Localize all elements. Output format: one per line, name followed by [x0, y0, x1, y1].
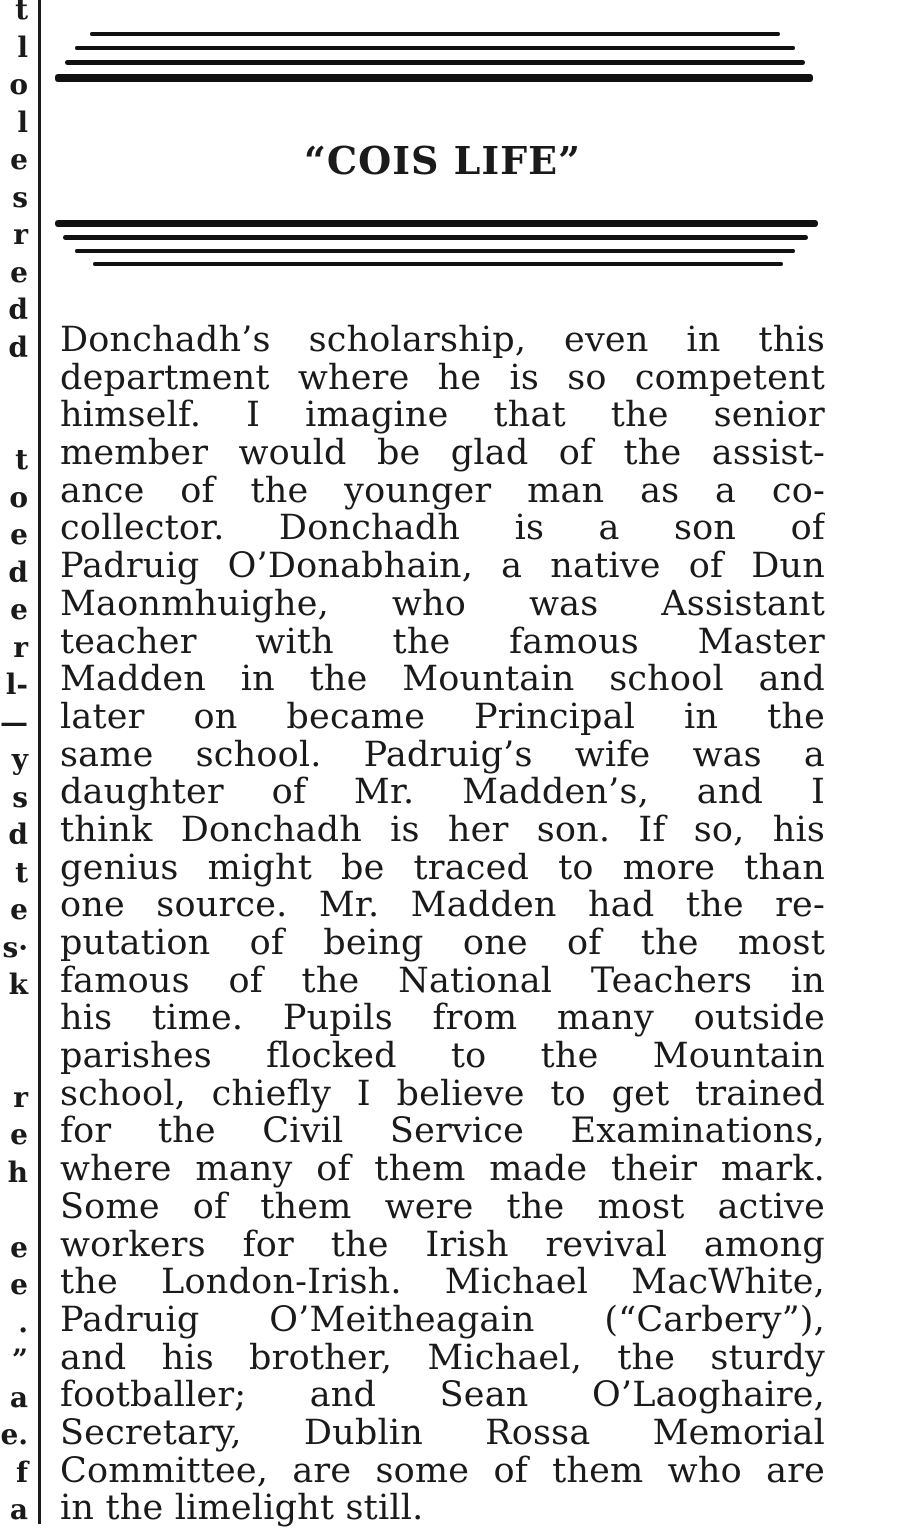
column-fragment: a	[9, 1493, 28, 1526]
article-line: putation of being one of the most	[60, 925, 825, 963]
article-line: his time. Pupils from many outside	[60, 1000, 825, 1039]
column-fragment: .	[18, 1305, 28, 1339]
article-line: Some of them were the most active	[60, 1188, 825, 1227]
article-line: school, chiefly I believe to get trained	[60, 1075, 825, 1114]
article-line: collector. Donchadh is a son of	[60, 510, 825, 549]
article-line: think Donchadh is her son. If so, his	[60, 811, 825, 850]
column-fragment: r	[13, 218, 28, 251]
column-fragment: e	[10, 893, 28, 926]
article-line: famous of the National Teachers in	[60, 962, 825, 1001]
column-fragment: e	[10, 255, 28, 289]
column-fragment: f	[15, 1455, 28, 1489]
title-rule-top	[55, 30, 815, 90]
column-fragment: t	[15, 855, 28, 889]
column-fragment: s	[12, 180, 28, 214]
column-fragment: —	[0, 705, 28, 739]
column-fragment: d	[8, 555, 28, 589]
column-fragment: e.	[0, 1418, 28, 1451]
column-fragment: k	[8, 968, 28, 1001]
article-line: himself. I imagine that the senior	[60, 397, 825, 436]
article-line: same school. Padruig’s wife was a	[60, 736, 825, 775]
column-fragment: d	[8, 293, 28, 326]
column-fragment: l	[17, 30, 28, 64]
article-line: ance of the younger man as a co-	[60, 472, 825, 511]
column-fragment: e	[10, 143, 28, 176]
article-line: in the limelight still.	[60, 1490, 424, 1528]
article-line: footballer; and Sean O’Laoghaire,	[60, 1377, 825, 1415]
article-line: Donchadh’s scholarship, even in this	[60, 322, 825, 360]
article-line: genius might be traced to more than	[60, 849, 825, 888]
article-line: later on became Principal in the	[60, 698, 825, 737]
article-line: one source. Mr. Madden had the re-	[60, 887, 825, 925]
article-line: Padruig O’Meitheagain (“Carbery”),	[60, 1301, 825, 1340]
column-rule	[38, 0, 41, 1524]
column-fragment: l-	[5, 668, 28, 701]
column-fragment: o	[9, 480, 28, 514]
column-fragment: e	[10, 1268, 28, 1301]
article-line: Madden in the Mountain school and	[60, 661, 825, 699]
article-line: parishes flocked to the Mountain	[60, 1038, 825, 1076]
column-fragment: r	[13, 630, 28, 664]
column-fragment: d	[8, 818, 28, 851]
article-title: “COIS LIFE”	[304, 138, 581, 183]
article-line: Secretary, Dublin Rossa Memorial	[60, 1414, 825, 1453]
column-fragment: e	[10, 1230, 28, 1264]
column-fragment: e	[10, 593, 28, 626]
column-fragment: t	[15, 443, 28, 476]
article-line: Maonmhuighe, who was Assistant	[60, 585, 825, 624]
article-body	[60, 322, 825, 1528]
column-fragment: h	[7, 1155, 28, 1189]
article-line: Padruig O’Donabhain, a native of Dun	[60, 548, 825, 586]
previous-column-fragments	[0, 0, 30, 1524]
article-line: teacher with the famous Master	[60, 623, 825, 662]
article-line: department where he is so competent	[60, 359, 825, 398]
article-line: the London-Irish. Michael MacWhite,	[60, 1264, 825, 1302]
title-rule-bottom	[55, 220, 820, 280]
article-line: workers for the Irish revival among	[60, 1226, 825, 1265]
article-line: daughter of Mr. Madden’s, and I	[60, 774, 825, 812]
column-fragment: e	[10, 1118, 28, 1151]
column-fragment: o	[9, 68, 28, 101]
column-fragment: l	[17, 105, 28, 139]
column-fragment: y	[11, 743, 28, 776]
article-line: member would be glad of the assist-	[60, 435, 825, 473]
column-fragment: a	[9, 1380, 28, 1414]
column-fragment: ”	[11, 1343, 28, 1376]
column-fragment: d	[8, 330, 28, 364]
column-fragment: e	[10, 518, 28, 551]
article-line: where many of them made their mark.	[60, 1151, 825, 1189]
column-fragment: t	[15, 0, 28, 26]
article-line: and his brother, Michael, the sturdy	[60, 1339, 825, 1378]
article-line: Committee, are some of them who are	[60, 1452, 825, 1491]
column-fragment: s	[12, 780, 28, 814]
column-fragment: r	[13, 1080, 28, 1114]
column-fragment: s·	[2, 930, 28, 964]
article-line: for the Civil Service Examinations,	[60, 1113, 825, 1152]
